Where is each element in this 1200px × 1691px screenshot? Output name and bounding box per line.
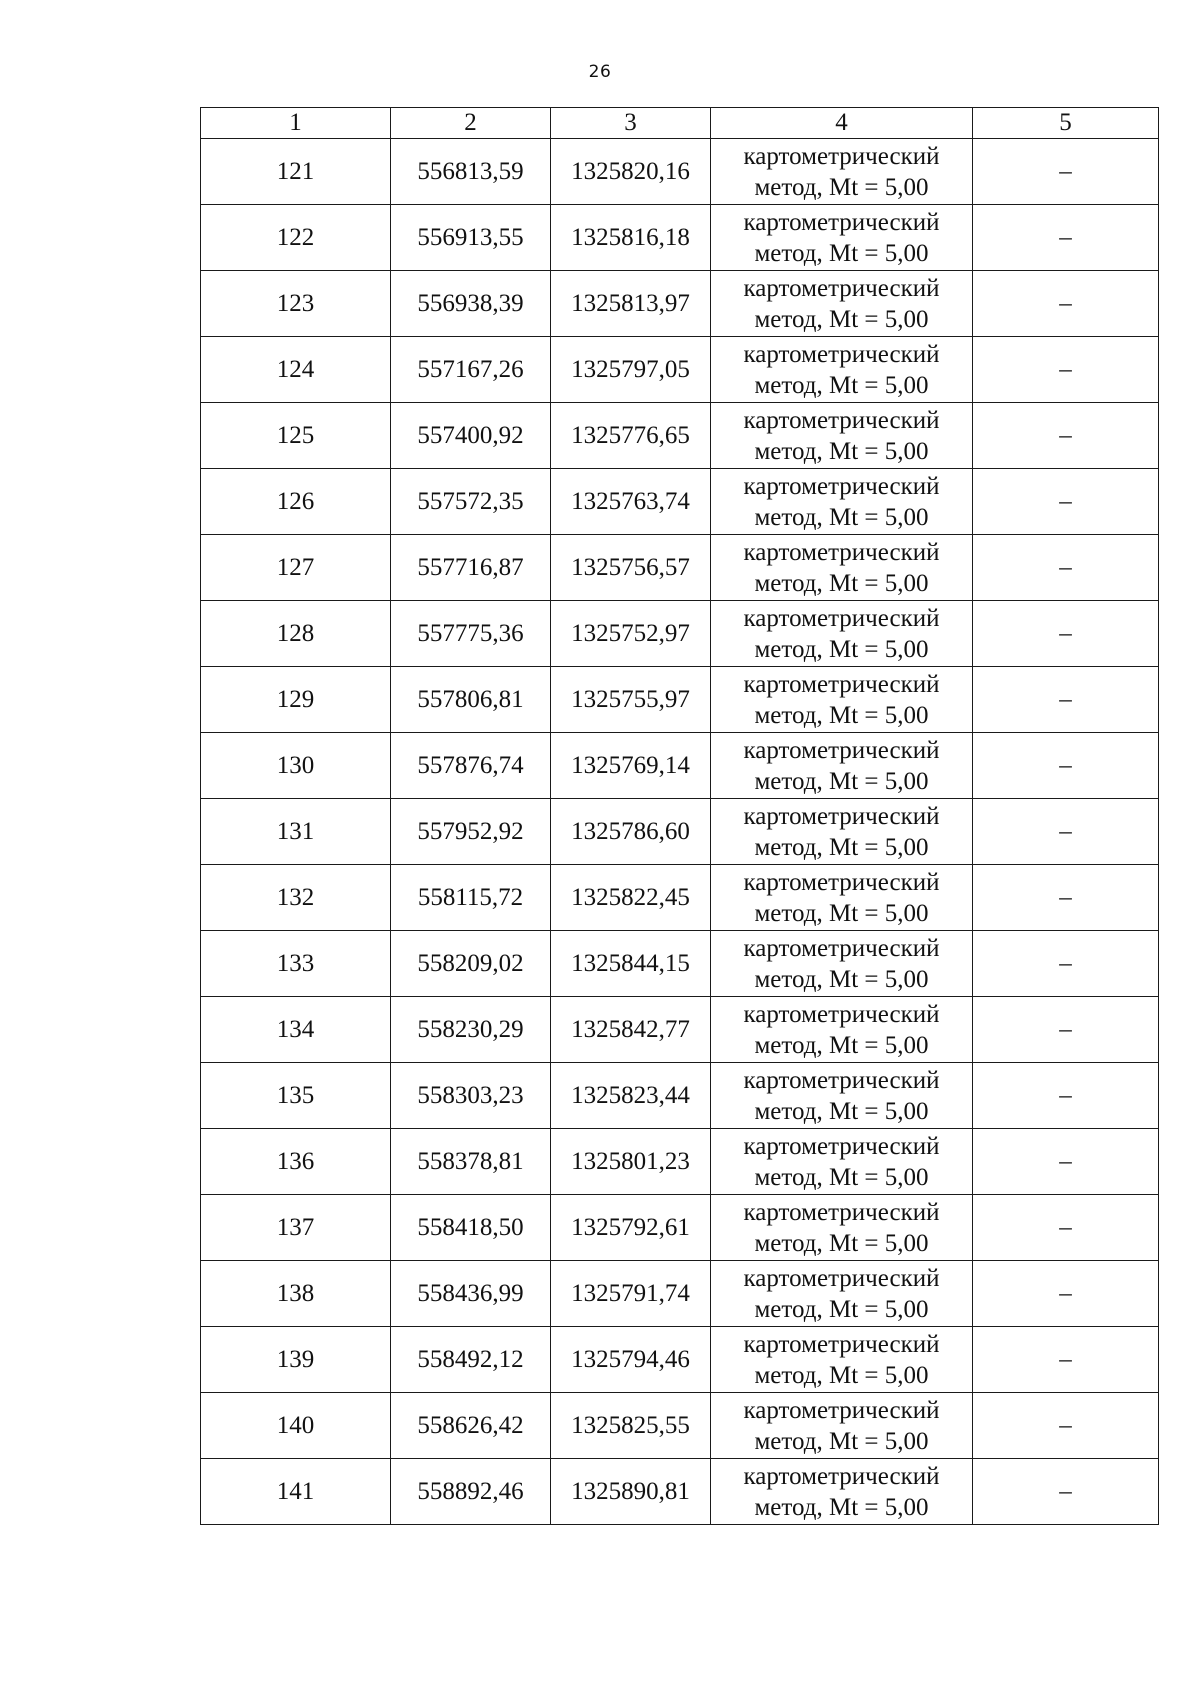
column-5-cell: – [973, 205, 1159, 271]
x-coordinate-cell: 558492,12 [391, 1327, 551, 1393]
table-row [201, 469, 1159, 535]
point-number-cell: 125 [201, 403, 391, 469]
y-coordinate-cell: 1325791,74 [551, 1261, 711, 1327]
column-5-cell: – [973, 1327, 1159, 1393]
x-coordinate-cell: 558230,29 [391, 997, 551, 1063]
column-5-cell: – [973, 403, 1159, 469]
y-coordinate-cell: 1325890,81 [551, 1459, 711, 1525]
point-number-cell: 139 [201, 1327, 391, 1393]
method-line-1: картометрический [743, 1132, 940, 1160]
table-row [201, 1459, 1159, 1525]
y-coordinate-cell: 1325801,23 [551, 1129, 711, 1195]
table-row [201, 931, 1159, 997]
method-line-2: метод, Mt = 5,00 [754, 1163, 929, 1191]
header-col-4: 4 [711, 108, 973, 139]
x-coordinate-cell: 557952,92 [391, 799, 551, 865]
method-line-1: картометрический [743, 802, 940, 830]
method-line-2: метод, Mt = 5,00 [754, 635, 929, 663]
point-number-cell: 138 [201, 1261, 391, 1327]
method-cell [711, 1327, 973, 1393]
method-cell [711, 601, 973, 667]
y-coordinate-cell: 1325776,65 [551, 403, 711, 469]
y-coordinate-cell: 1325756,57 [551, 535, 711, 601]
table-row [201, 733, 1159, 799]
table-row [201, 1393, 1159, 1459]
x-coordinate-cell: 557167,26 [391, 337, 551, 403]
column-5-cell: – [973, 1459, 1159, 1525]
table-row [201, 337, 1159, 403]
method-line-2: метод, Mt = 5,00 [754, 767, 929, 795]
method-line-2: метод, Mt = 5,00 [754, 239, 929, 267]
point-number-cell: 128 [201, 601, 391, 667]
point-number-cell: 140 [201, 1393, 391, 1459]
table-row [201, 997, 1159, 1063]
point-number-cell: 124 [201, 337, 391, 403]
x-coordinate-cell: 557876,74 [391, 733, 551, 799]
method-line-2: метод, Mt = 5,00 [754, 503, 929, 531]
point-number-cell: 133 [201, 931, 391, 997]
method-line-2: метод, Mt = 5,00 [754, 569, 929, 597]
x-coordinate-cell: 558303,23 [391, 1063, 551, 1129]
method-line-2: метод, Mt = 5,00 [754, 1295, 929, 1323]
x-coordinate-cell: 557806,81 [391, 667, 551, 733]
table-row [201, 601, 1159, 667]
y-coordinate-cell: 1325825,55 [551, 1393, 711, 1459]
column-5-cell: – [973, 931, 1159, 997]
method-line-1: картометрический [743, 868, 940, 896]
table-row [201, 1195, 1159, 1261]
x-coordinate-cell: 558378,81 [391, 1129, 551, 1195]
method-line-1: картометрический [743, 1396, 940, 1424]
method-cell [711, 931, 973, 997]
y-coordinate-cell: 1325792,61 [551, 1195, 711, 1261]
header-row [201, 108, 1159, 139]
header-col-5: 5 [973, 108, 1159, 139]
method-line-2: метод, Mt = 5,00 [754, 1427, 929, 1455]
header-col-1: 1 [201, 108, 391, 139]
method-line-2: метод, Mt = 5,00 [754, 701, 929, 729]
method-line-1: картометрический [743, 1198, 940, 1226]
x-coordinate-cell: 557716,87 [391, 535, 551, 601]
method-cell [711, 1195, 973, 1261]
point-number-cell: 121 [201, 139, 391, 205]
method-line-1: картометрический [743, 736, 940, 764]
point-number-cell: 134 [201, 997, 391, 1063]
point-number-cell: 132 [201, 865, 391, 931]
y-coordinate-cell: 1325786,60 [551, 799, 711, 865]
y-coordinate-cell: 1325752,97 [551, 601, 711, 667]
method-line-1: картометрический [743, 406, 940, 434]
x-coordinate-cell: 556813,59 [391, 139, 551, 205]
method-line-1: картометрический [743, 1066, 940, 1094]
point-number-cell: 130 [201, 733, 391, 799]
method-line-1: картометрический [743, 208, 940, 236]
method-line-1: картометрический [743, 1264, 940, 1292]
y-coordinate-cell: 1325763,74 [551, 469, 711, 535]
point-number-cell: 123 [201, 271, 391, 337]
method-line-2: метод, Mt = 5,00 [754, 833, 929, 861]
method-line-2: метод, Mt = 5,00 [754, 965, 929, 993]
column-5-cell: – [973, 337, 1159, 403]
column-5-cell: – [973, 997, 1159, 1063]
method-line-1: картометрический [743, 142, 940, 170]
point-number-cell: 131 [201, 799, 391, 865]
y-coordinate-cell: 1325822,45 [551, 865, 711, 931]
method-cell [711, 337, 973, 403]
column-5-cell: – [973, 535, 1159, 601]
method-cell [711, 1261, 973, 1327]
y-coordinate-cell: 1325842,77 [551, 997, 711, 1063]
method-cell [711, 667, 973, 733]
method-line-1: картометрический [743, 1000, 940, 1028]
table-row [201, 667, 1159, 733]
y-coordinate-cell: 1325797,05 [551, 337, 711, 403]
method-line-2: метод, Mt = 5,00 [754, 305, 929, 333]
table-row [201, 1261, 1159, 1327]
method-cell [711, 469, 973, 535]
method-line-1: картометрический [743, 472, 940, 500]
column-5-cell: – [973, 1063, 1159, 1129]
coordinates-table [200, 107, 1159, 1525]
method-line-2: метод, Mt = 5,00 [754, 1031, 929, 1059]
table-header [201, 108, 1159, 139]
method-line-1: картометрический [743, 670, 940, 698]
y-coordinate-cell: 1325794,46 [551, 1327, 711, 1393]
column-5-cell: – [973, 1129, 1159, 1195]
method-line-2: метод, Mt = 5,00 [754, 437, 929, 465]
table-row [201, 271, 1159, 337]
y-coordinate-cell: 1325769,14 [551, 733, 711, 799]
table-row [201, 139, 1159, 205]
table-body [201, 139, 1159, 1525]
method-cell [711, 799, 973, 865]
method-line-1: картометрический [743, 340, 940, 368]
header-col-2: 2 [391, 108, 551, 139]
x-coordinate-cell: 558209,02 [391, 931, 551, 997]
point-number-cell: 126 [201, 469, 391, 535]
method-line-2: метод, Mt = 5,00 [754, 1361, 929, 1389]
point-number-cell: 137 [201, 1195, 391, 1261]
column-5-cell: – [973, 667, 1159, 733]
table-row [201, 1063, 1159, 1129]
column-5-cell: – [973, 1261, 1159, 1327]
column-5-cell: – [973, 1393, 1159, 1459]
x-coordinate-cell: 556938,39 [391, 271, 551, 337]
table-row [201, 205, 1159, 271]
table-row [201, 1327, 1159, 1393]
method-cell [711, 1459, 973, 1525]
method-line-2: метод, Mt = 5,00 [754, 173, 929, 201]
method-cell [711, 1393, 973, 1459]
method-line-1: картометрический [743, 1462, 940, 1490]
x-coordinate-cell: 557400,92 [391, 403, 551, 469]
column-5-cell: – [973, 469, 1159, 535]
table-row [201, 865, 1159, 931]
method-line-2: метод, Mt = 5,00 [754, 1229, 929, 1257]
column-5-cell: – [973, 799, 1159, 865]
method-cell [711, 997, 973, 1063]
y-coordinate-cell: 1325820,16 [551, 139, 711, 205]
x-coordinate-cell: 558892,46 [391, 1459, 551, 1525]
column-5-cell: – [973, 733, 1159, 799]
method-cell [711, 1129, 973, 1195]
point-number-cell: 129 [201, 667, 391, 733]
method-line-1: картометрический [743, 934, 940, 962]
page-number: 26 [588, 62, 612, 82]
table-row [201, 1129, 1159, 1195]
method-line-1: картометрический [743, 1330, 940, 1358]
table-row [201, 535, 1159, 601]
table-row [201, 403, 1159, 469]
method-line-2: метод, Mt = 5,00 [754, 371, 929, 399]
x-coordinate-cell: 556913,55 [391, 205, 551, 271]
point-number-cell: 136 [201, 1129, 391, 1195]
x-coordinate-cell: 558436,99 [391, 1261, 551, 1327]
point-number-cell: 141 [201, 1459, 391, 1525]
column-5-cell: – [973, 865, 1159, 931]
method-line-2: метод, Mt = 5,00 [754, 1097, 929, 1125]
x-coordinate-cell: 557572,35 [391, 469, 551, 535]
x-coordinate-cell: 558418,50 [391, 1195, 551, 1261]
method-cell [711, 1063, 973, 1129]
method-cell [711, 865, 973, 931]
x-coordinate-cell: 558626,42 [391, 1393, 551, 1459]
point-number-cell: 135 [201, 1063, 391, 1129]
column-5-cell: – [973, 271, 1159, 337]
point-number-cell: 122 [201, 205, 391, 271]
table-row [201, 799, 1159, 865]
method-cell [711, 271, 973, 337]
y-coordinate-cell: 1325823,44 [551, 1063, 711, 1129]
header-col-3: 3 [551, 108, 711, 139]
method-cell [711, 205, 973, 271]
method-line-1: картометрический [743, 604, 940, 632]
method-line-1: картометрический [743, 274, 940, 302]
column-5-cell: – [973, 601, 1159, 667]
y-coordinate-cell: 1325755,97 [551, 667, 711, 733]
method-line-1: картометрический [743, 538, 940, 566]
method-line-2: метод, Mt = 5,00 [754, 899, 929, 927]
x-coordinate-cell: 558115,72 [391, 865, 551, 931]
method-cell [711, 403, 973, 469]
method-line-2: метод, Mt = 5,00 [754, 1493, 929, 1521]
x-coordinate-cell: 557775,36 [391, 601, 551, 667]
method-cell [711, 139, 973, 205]
y-coordinate-cell: 1325844,15 [551, 931, 711, 997]
y-coordinate-cell: 1325816,18 [551, 205, 711, 271]
column-5-cell: – [973, 139, 1159, 205]
method-cell [711, 733, 973, 799]
method-cell [711, 535, 973, 601]
point-number-cell: 127 [201, 535, 391, 601]
y-coordinate-cell: 1325813,97 [551, 271, 711, 337]
column-5-cell: – [973, 1195, 1159, 1261]
